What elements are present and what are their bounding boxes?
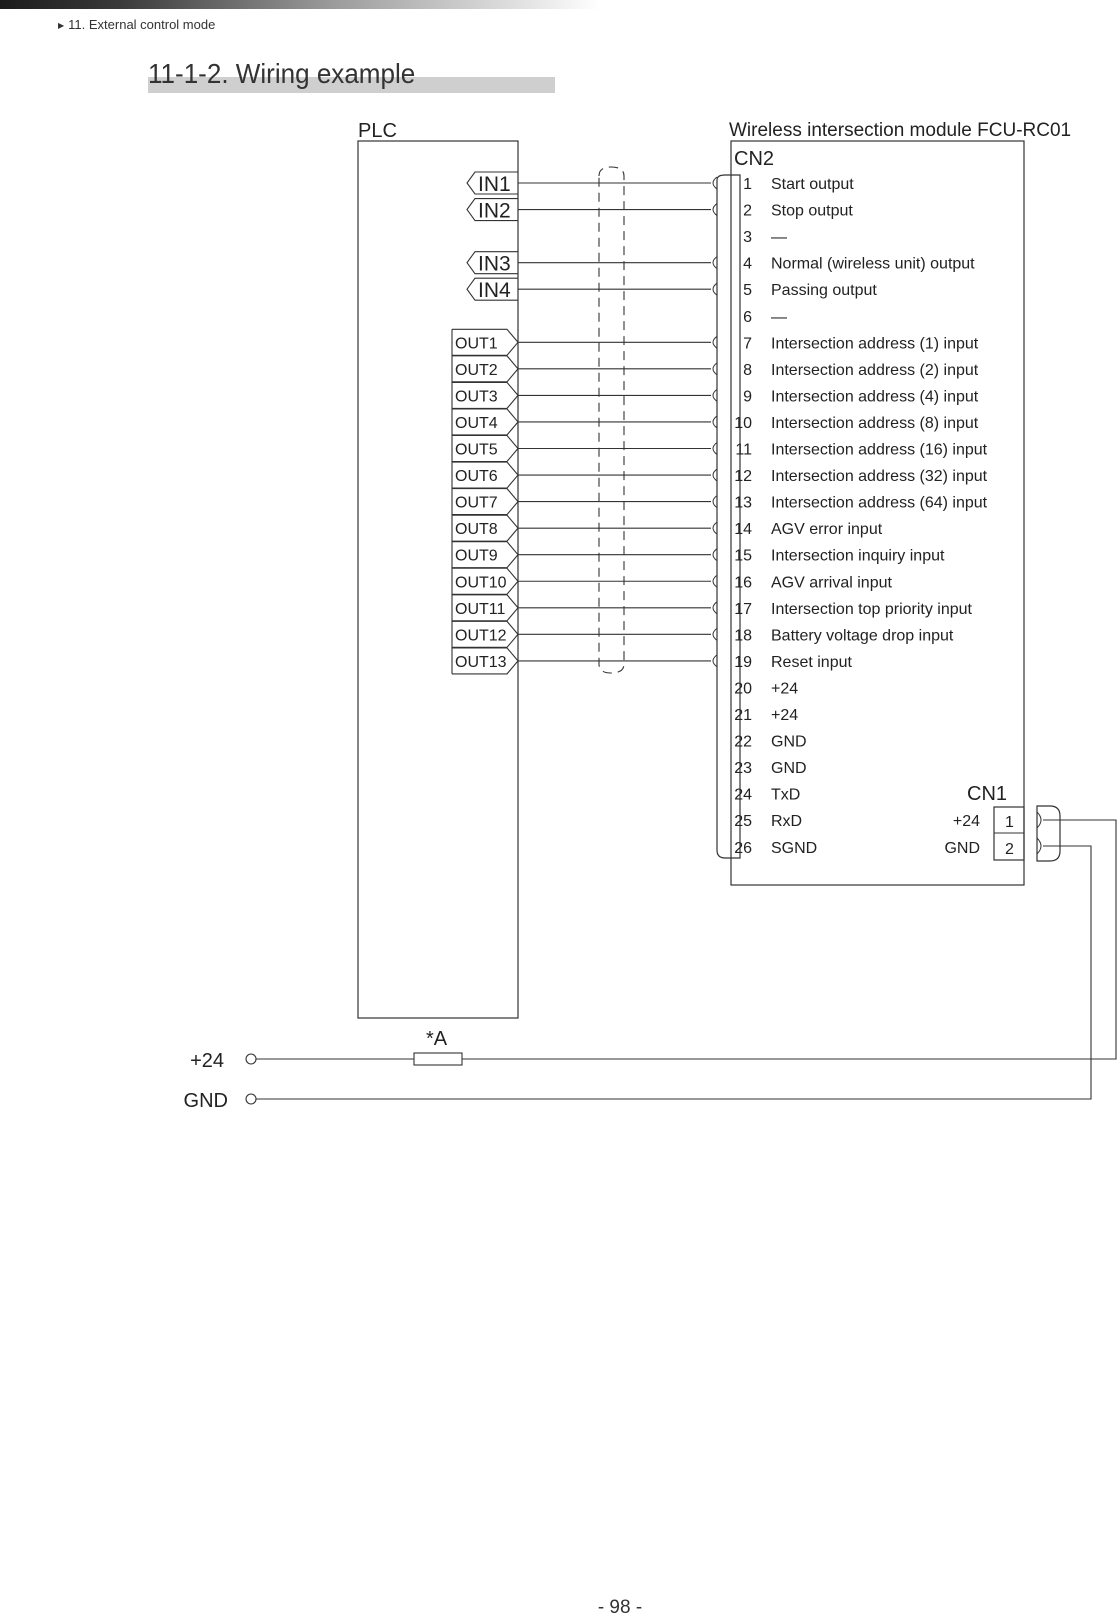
plc-input-label: IN4	[478, 279, 511, 303]
cn2-pin-label: AGV arrival input	[771, 574, 892, 592]
cn2-pin-label: Intersection top priority input	[771, 600, 972, 618]
module-title: Wireless intersection module FCU-RC01	[729, 120, 1072, 141]
cn1-pin-2-label: GND	[944, 840, 980, 857]
plc-output-label: OUT8	[455, 521, 498, 539]
breadcrumb-arrow-icon: ▶	[58, 21, 65, 30]
section-title: 11-1-2. Wiring example	[148, 58, 416, 89]
plc-output-label: OUT13	[455, 653, 507, 671]
cn2-pin-number: 15	[734, 547, 752, 565]
cn2-pin-label: +24	[771, 680, 799, 698]
plc-label: PLC	[358, 120, 397, 142]
cn1-pin-2-number: 2	[1005, 841, 1014, 858]
cn2-pin-number: 5	[743, 282, 752, 300]
cn2-pin-number: 19	[734, 653, 752, 671]
cn2-pin-number: 3	[743, 229, 752, 247]
cn1-plug	[1037, 806, 1060, 861]
gnd-wire	[256, 846, 1091, 1099]
plc-output-label: OUT12	[455, 627, 507, 645]
plc-output-label: OUT11	[455, 600, 506, 618]
cn2-pin-number: 4	[743, 255, 752, 273]
plc-output-label: OUT10	[455, 574, 507, 592]
plc-output-group	[452, 329, 711, 674]
cn2-pin-number: 12	[734, 468, 752, 486]
cn2-pin-label: +24	[771, 707, 799, 724]
cable-shield	[599, 167, 624, 673]
cn2-pin-label: —	[771, 229, 787, 247]
plc-output-label: OUT7	[455, 494, 498, 512]
cn1-pin-1-number: 1	[1005, 814, 1014, 831]
plc-output-label: OUT3	[455, 388, 498, 406]
cn2-pin-label: Battery voltage drop input	[771, 627, 954, 645]
cn2-pin-label: Normal (wireless unit) output	[771, 255, 975, 273]
cn2-pin-number: 6	[743, 308, 752, 326]
page-number: - 98 -	[597, 1597, 643, 1618]
cn2-pin-number: 17	[734, 600, 752, 618]
plc-output-label: OUT2	[455, 361, 498, 379]
cn2-pin-label: Intersection address (64) input	[771, 494, 988, 512]
cn2-pin-label: Intersection address (4) input	[771, 388, 979, 406]
cn2-pin-label: Stop output	[771, 202, 853, 220]
plc-input-label: IN2	[478, 199, 511, 223]
cn2-pin-number: 10	[734, 414, 752, 432]
cn2-pin-label: Intersection address (2) input	[771, 361, 979, 379]
cn2-pin-number: 13	[734, 494, 752, 512]
gnd-terminal	[246, 1094, 256, 1104]
cn2-pin-number: 16	[734, 574, 752, 592]
cn2-pin-label: RxD	[771, 813, 803, 831]
cn2-pin-number: 24	[734, 786, 752, 804]
cn2-pin-number: 2	[743, 202, 752, 220]
cn2-pin-label: Intersection inquiry input	[771, 547, 945, 565]
breadcrumb-text: 11. External control mode	[68, 17, 216, 32]
cn2-pin-label: SGND	[771, 839, 818, 857]
cn2-label: CN2	[734, 148, 775, 170]
plc-input-label: IN1	[478, 173, 511, 196]
gnd-label: GND	[183, 1090, 228, 1112]
cn2-pin-label: Start output	[771, 176, 854, 193]
plc-input-group	[467, 172, 711, 302]
cn2-pin-number: 21	[734, 707, 752, 724]
cn1-label: CN1	[967, 783, 1008, 805]
plus24-label: +24	[190, 1050, 224, 1072]
cn2-pin-label: GND	[771, 733, 807, 751]
plc-input-label: IN3	[478, 252, 511, 276]
fuse-symbol	[414, 1053, 462, 1065]
cn2-pin-number: 7	[743, 335, 752, 353]
cn2-pin-number: 8	[743, 361, 752, 379]
cn2-pin-label: Intersection address (16) input	[771, 441, 988, 459]
fuse-label: *A	[426, 1028, 448, 1050]
cn2-pin-label: Intersection address (1) input	[771, 335, 979, 353]
cn2-pin-number: 26	[734, 839, 752, 857]
cn2-pin-number: 9	[743, 388, 752, 406]
cn2-pin-number: 14	[734, 521, 752, 539]
cn2-pin-label: Reset input	[771, 653, 852, 671]
cn2-pin-list	[734, 176, 987, 857]
cn2-pin-number: 23	[734, 760, 752, 778]
cn2-pin-label: AGV error input	[771, 521, 883, 539]
plc-output-label: OUT4	[455, 414, 498, 432]
plus24-terminal	[246, 1054, 256, 1064]
cn2-pin-number: 22	[734, 733, 752, 751]
cn2-pin-label: Intersection address (8) input	[771, 414, 979, 432]
cn1-pin-1-label: +24	[952, 813, 980, 830]
cn2-plug	[717, 175, 740, 858]
cn2-pin-number: 1	[743, 176, 752, 193]
cn2-pin-label: GND	[771, 760, 807, 778]
plc-output-label: OUT5	[455, 441, 498, 459]
cn2-pin-number: 20	[734, 680, 752, 698]
cn2-pin-label: TxD	[771, 786, 801, 804]
plc-output-label: OUT1	[455, 335, 498, 353]
plc-output-label: OUT6	[455, 468, 498, 486]
plc-output-label: OUT9	[455, 547, 498, 565]
cn2-pin-number: 11	[735, 441, 752, 459]
cn2-pin-label: —	[771, 308, 787, 326]
cn2-pin-label: Passing output	[771, 282, 877, 300]
cn2-pin-number: 18	[734, 627, 752, 645]
cn2-pin-label: Intersection address (32) input	[771, 468, 988, 486]
cn2-pin-number: 25	[734, 813, 752, 831]
